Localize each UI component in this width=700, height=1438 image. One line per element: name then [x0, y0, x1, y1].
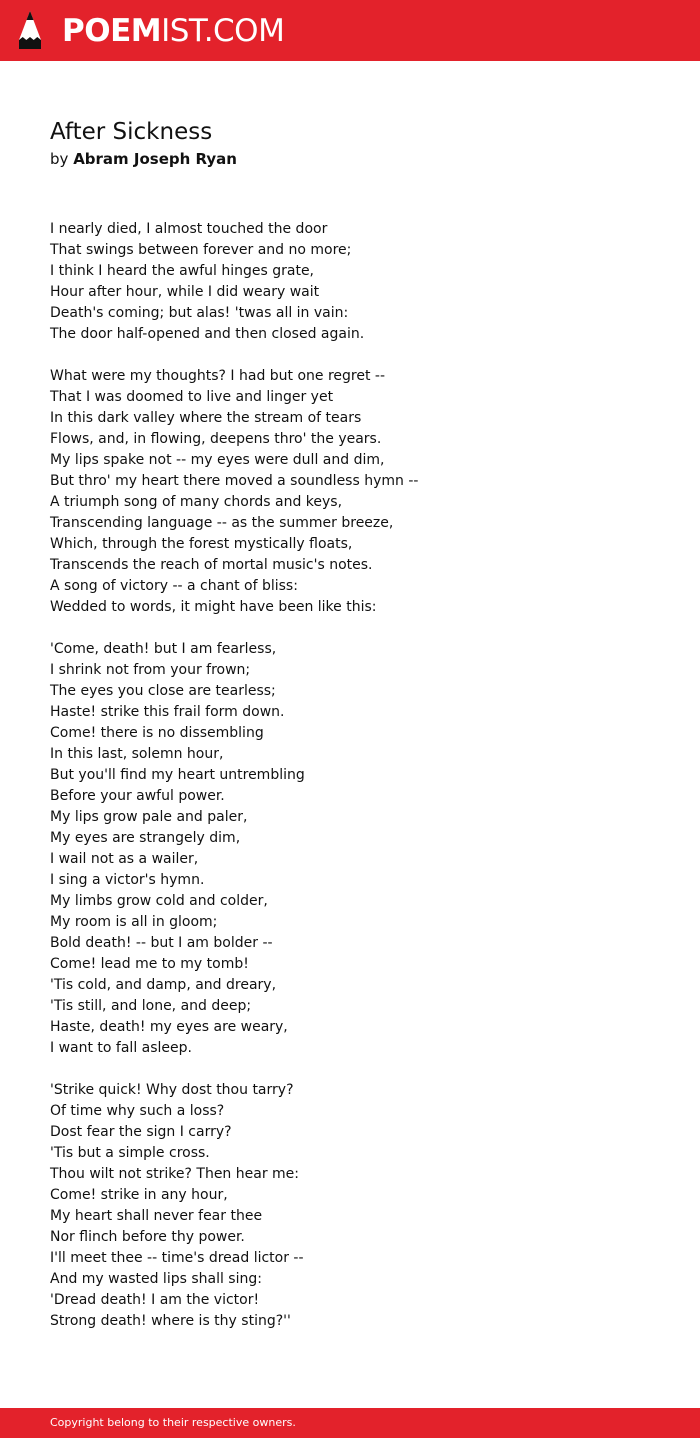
- poem-line: Nor flinch before thy power.: [50, 1229, 245, 1245]
- poem-line: I think I heard the awful hinges grate,: [50, 263, 315, 279]
- poem-line: Transcending language -- as the summer breeze,: [50, 515, 394, 531]
- poem-line: Come! lead me to my tomb!: [50, 956, 249, 972]
- poem-line: In this dark valley where the stream of tears: [50, 410, 362, 426]
- poem-author: Abram Joseph Ryan: [73, 150, 237, 168]
- poem-line: That I was doomed to live and linger yet: [50, 389, 334, 405]
- site-header: [0, 0, 700, 61]
- poem-line: I wail not as a wailer,: [50, 851, 199, 867]
- poem-line: But you'll find my heart untrembling: [50, 767, 305, 783]
- poem-line: I sing a victor's hymn.: [50, 872, 205, 888]
- poem-line: Dost fear the sign I carry?: [50, 1124, 232, 1140]
- poem-body: [50, 219, 650, 1353]
- poem-line: Transcends the reach of mortal music's notes.: [50, 557, 373, 573]
- poem-line: Haste, death! my eyes are weary,: [50, 1019, 288, 1035]
- poem-line: I want to fall asleep.: [50, 1040, 192, 1056]
- poem-line: Hour after hour, while I did weary wait: [50, 284, 320, 300]
- poem-line: A triumph song of many chords and keys,: [50, 494, 343, 510]
- poem-byline: [50, 149, 237, 169]
- poem-line: But thro' my heart there moved a soundless hymn --: [50, 473, 419, 489]
- poem-line: 'Tis still, and lone, and deep;: [50, 998, 252, 1014]
- poem-line: My lips spake not -- my eyes were dull and dim,: [50, 452, 385, 468]
- poem-line: My lips grow pale and paler,: [50, 809, 248, 825]
- site-footer: [0, 1408, 700, 1438]
- poem-line: Come! strike in any hour,: [50, 1187, 228, 1203]
- poem-line: Come! there is no dissembling: [50, 725, 264, 741]
- poem-line: My eyes are strangely dim,: [50, 830, 241, 846]
- logo-bold-part: POEM: [62, 13, 162, 49]
- poem-line: A song of victory -- a chant of bliss:: [50, 578, 298, 594]
- poem-line: 'Strike quick! Why dost thou tarry?: [50, 1082, 294, 1098]
- poem-line: Before your awful power.: [50, 788, 225, 804]
- pencil-tip-icon[interactable]: [18, 10, 42, 50]
- poem-line: My limbs grow cold and colder,: [50, 893, 268, 909]
- poem-line: 'Tis cold, and damp, and dreary,: [50, 977, 277, 993]
- poem-stanza: [50, 366, 650, 618]
- poem-line: I nearly died, I almost touched the door: [50, 221, 328, 237]
- poem-line: In this last, solemn hour,: [50, 746, 224, 762]
- poem-line: 'Dread death! I am the victor!: [50, 1292, 260, 1308]
- poem-line: My heart shall never fear thee: [50, 1208, 263, 1224]
- copyright-text: Copyright belong to their respective owners.: [50, 1416, 296, 1429]
- poem-title: After Sickness: [50, 119, 213, 145]
- poem-line: Death's coming; but alas! 'twas all in vain:: [50, 305, 349, 321]
- poem-line: The eyes you close are tearless;: [50, 683, 276, 699]
- poem-line: My room is all in gloom;: [50, 914, 218, 930]
- logo-light-part: IST.COM: [161, 13, 285, 49]
- poem-line: Strong death! where is thy sting?'': [50, 1313, 291, 1329]
- poem-line: The door half-opened and then closed again.: [50, 326, 365, 342]
- poem-line: And my wasted lips shall sing:: [50, 1271, 262, 1287]
- poem-line: I shrink not from your frown;: [50, 662, 251, 678]
- poem-line: That swings between forever and no more;: [50, 242, 352, 258]
- poem-line: Of time why such a loss?: [50, 1103, 225, 1119]
- site-logo[interactable]: [62, 11, 284, 51]
- by-label: by: [50, 150, 69, 168]
- poem-line: Wedded to words, it might have been like this:: [50, 599, 377, 615]
- poem-line: Which, through the forest mystically floats,: [50, 536, 353, 552]
- poem-line: 'Come, death! but I am fearless,: [50, 641, 277, 657]
- poem-line: Haste! strike this frail form down.: [50, 704, 285, 720]
- poem-line: Bold death! -- but I am bolder --: [50, 935, 273, 951]
- poem-line: Flows, and, in flowing, deepens thro' the years.: [50, 431, 382, 447]
- poem-stanza: [50, 1080, 650, 1332]
- poem-line: 'Tis but a simple cross.: [50, 1145, 210, 1161]
- poem-stanza: [50, 639, 650, 1059]
- poem-line: I'll meet thee -- time's dread lictor --: [50, 1250, 304, 1266]
- poem-line: Thou wilt not strike? Then hear me:: [50, 1166, 299, 1182]
- poem-stanza: [50, 219, 650, 345]
- poem-line: What were my thoughts? I had but one regret --: [50, 368, 386, 384]
